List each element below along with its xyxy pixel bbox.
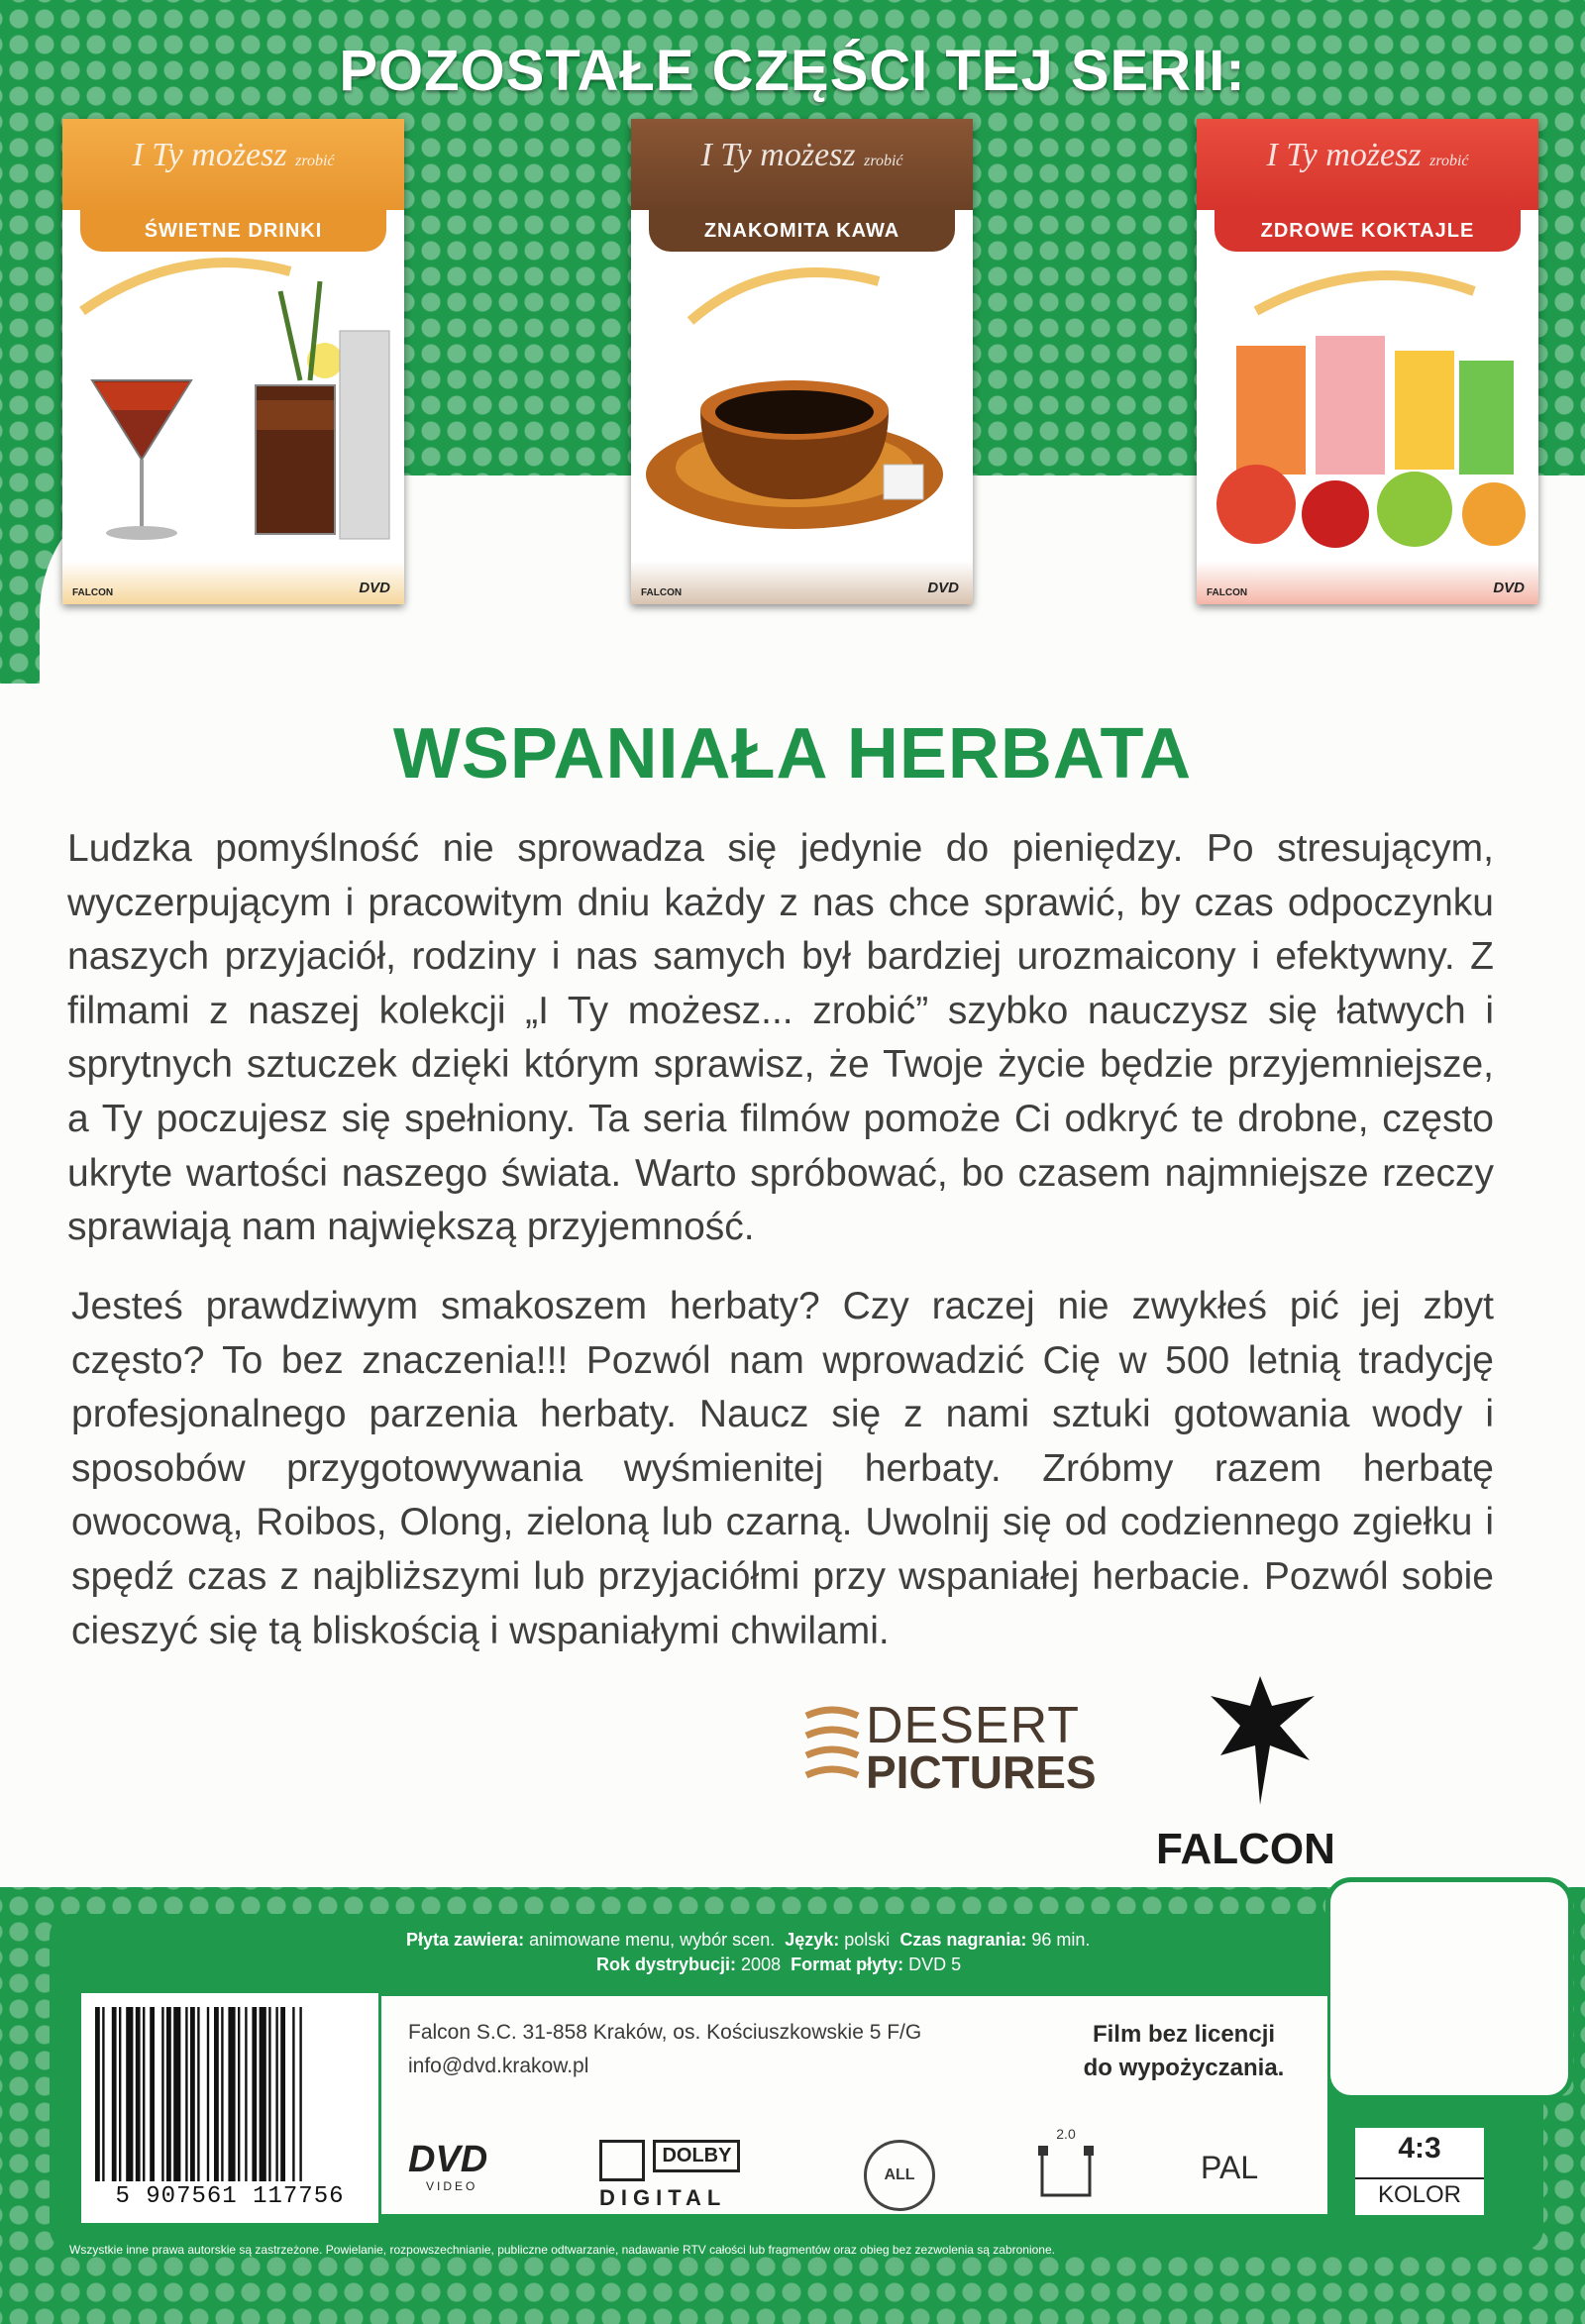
barcode-bar — [221, 2007, 223, 2181]
publisher-address: Falcon S.C. 31-858 Kraków, os. Kościuszkowskie 5 F/G — [408, 2021, 922, 2044]
dvd-mini-logo: DVD — [1493, 580, 1525, 596]
description-paragraph-1: Ludzka pomyślność nie sprowadza się jedynie do pieniędzy. Po stresującym, wyczerpującym i pracowitym dniu każdy z nas chce sprawić, by czas odpoczynku naszych przyjaciół, rodziny i nas samych był bardziej urozmaicony i efektywny. Z filmami z naszej kolekcji „I Ty możesz... zrobić” szybko nauczysz się łatwych i sprytnych sztuczek dzięki którym sprawisz, że Twoje życie będzie przyjemniejsze, a Ty poczujesz się spełniony. Ta seria filmów pomoże Ci odkryć te drobne, często ukryte wartości naszego świata. Warto spróbować, bo czasem najmniejsze rzeczy sprawiają nam największą przyjemność. — [67, 827, 1494, 1249]
barcode-bar — [143, 2007, 145, 2181]
barcode-bar — [280, 2007, 285, 2181]
dolby-digital-logo: DOLBY DIGITAL — [599, 2140, 778, 2209]
cover-zdrowe-koktajle — [1197, 119, 1538, 604]
barcode-bar — [185, 2007, 187, 2181]
cover-footer — [1197, 561, 1538, 604]
cover-footer — [62, 561, 404, 604]
barcode-bar — [260, 2007, 266, 2181]
barcode-bar — [252, 2007, 257, 2181]
desert-waves-icon — [804, 1702, 860, 1797]
barcode-bar — [245, 2007, 247, 2181]
sticker-placeholder-box — [1325, 1877, 1573, 2100]
barcode-bar — [150, 2007, 155, 2181]
aspect-ratio-badge: 4:3 KOLOR — [1355, 2128, 1484, 2215]
desert-logo-bottom: PICTURES — [866, 1746, 1097, 1798]
barcode-bar — [275, 2007, 277, 2181]
cover-header — [631, 119, 973, 210]
region-all-icon: ALL — [864, 2140, 935, 2211]
barcode-bar — [214, 2007, 219, 2181]
audio-channels-icon: 2.0 — [1036, 2126, 1096, 2215]
falcon-mini-logo: FALCON — [72, 587, 114, 598]
smoothies-illustration — [1197, 252, 1538, 561]
cover-swietne-drinki — [62, 119, 404, 604]
barcode-bar — [299, 2007, 301, 2181]
publisher-email: info@dvd.krakow.pl — [408, 2055, 589, 2077]
description-paragraph-2: Jesteś prawdziwym smakoszem herbaty? Czy raczej nie zwykłeś pić jej zbyt często? To bez znaczenia!!! Pozwól nam wprowadzić Cię w 500 letnią tradycję profesjonalnego parzenia herbaty. Naucz się z nami sztuki gotowania wody i sposobów przygotowywania wyśmienitej herbaty. Zróbmy razem herbatę owocową, Roibos, Olong, zieloną lub czarną. Uwolnij się od codziennego zgiełku i spędź czas z najbliższymi lub przyjaciółmi przy wspaniałej herbacie. Pozwól sobie cieszyć się tą bliskością i wspaniałymi chwilami. — [71, 1285, 1494, 1652]
barcode-bar — [119, 2007, 121, 2181]
barcode — [81, 1993, 378, 2223]
desert-logo-top: DESERT — [866, 1697, 1080, 1754]
cover-label: ZNAKOMITA KAWA — [649, 210, 955, 252]
barcode-bar — [102, 2007, 104, 2181]
dvd-mini-logo: DVD — [927, 580, 959, 596]
cover-label: ZDROWE KOKTAJLE — [1215, 210, 1521, 252]
cover-series-name: I Ty możesz zrobić — [700, 137, 903, 173]
barcode-bar — [173, 2007, 180, 2181]
barcode-bar — [126, 2007, 133, 2181]
barcode-bar — [136, 2007, 141, 2181]
speaker-frame-icon — [1036, 2142, 1096, 2201]
barcode-bar — [197, 2007, 199, 2181]
falcon-mini-logo: FALCON — [641, 587, 683, 598]
barcode-bar — [268, 2007, 270, 2181]
coffee-illustration — [631, 252, 973, 561]
publisher-logos — [804, 1696, 1335, 1894]
barcode-bar — [112, 2007, 117, 2181]
barcode-bar — [292, 2007, 294, 2181]
barcode-bar — [161, 2007, 163, 2181]
barcode-bar — [190, 2007, 195, 2181]
licence-note: Film bez licencji do wypożyczania. — [1083, 2021, 1285, 2081]
distribution-line: Rok dystrybucji: 2008 Format płyty: DVD 5 — [596, 1954, 962, 1974]
barcode-bar — [228, 2007, 235, 2181]
falcon-logo-text: FALCON — [1156, 1825, 1335, 1873]
falcon-bird-icon — [1201, 1666, 1320, 1815]
cover-znakomita-kawa — [631, 119, 973, 604]
cover-series-name: I Ty możesz zrobić — [132, 137, 335, 173]
falcon-mini-logo: FALCON — [1207, 587, 1248, 598]
dvd-mini-logo: DVD — [359, 580, 390, 596]
main-title: WSPANIAŁA HERBATA — [392, 714, 1193, 793]
tv-system: PAL — [1201, 2150, 1259, 2185]
barcode-bar — [207, 2007, 209, 2181]
cover-series-name: I Ty możesz zrobić — [1266, 137, 1469, 173]
barcode-bars — [95, 2007, 365, 2181]
barcode-number: 5 907561 117756 — [115, 2183, 345, 2210]
cover-label: ŚWIETNE DRINKI — [80, 210, 386, 252]
cover-header — [1197, 119, 1538, 210]
drinks-illustration — [62, 252, 404, 561]
barcode-bar — [166, 2007, 171, 2181]
series-heading: POZOSTAŁE CZĘŚCI TEJ SERII: — [339, 39, 1246, 103]
barcode-bar — [238, 2007, 240, 2181]
cover-footer — [631, 561, 973, 604]
barcode-bar — [95, 2007, 100, 2181]
disc-contents-line: Płyta zawiera: animowane menu, wybór scen. Język: polski Czas nagrania: 96 min. — [406, 1930, 1091, 1950]
copyright-notice: Wszystkie inne prawa autorskie są zastrzeżone. Powielanie, rozpowszechnianie, publiczne odtwarzanie, nadawanie RTV całości lub fragmentów oraz obieg bez zezwolenia są zabronione. — [69, 2243, 1055, 2257]
dvd-video-logo: DVD VIDEO — [408, 2139, 488, 2193]
cover-header — [62, 119, 404, 210]
